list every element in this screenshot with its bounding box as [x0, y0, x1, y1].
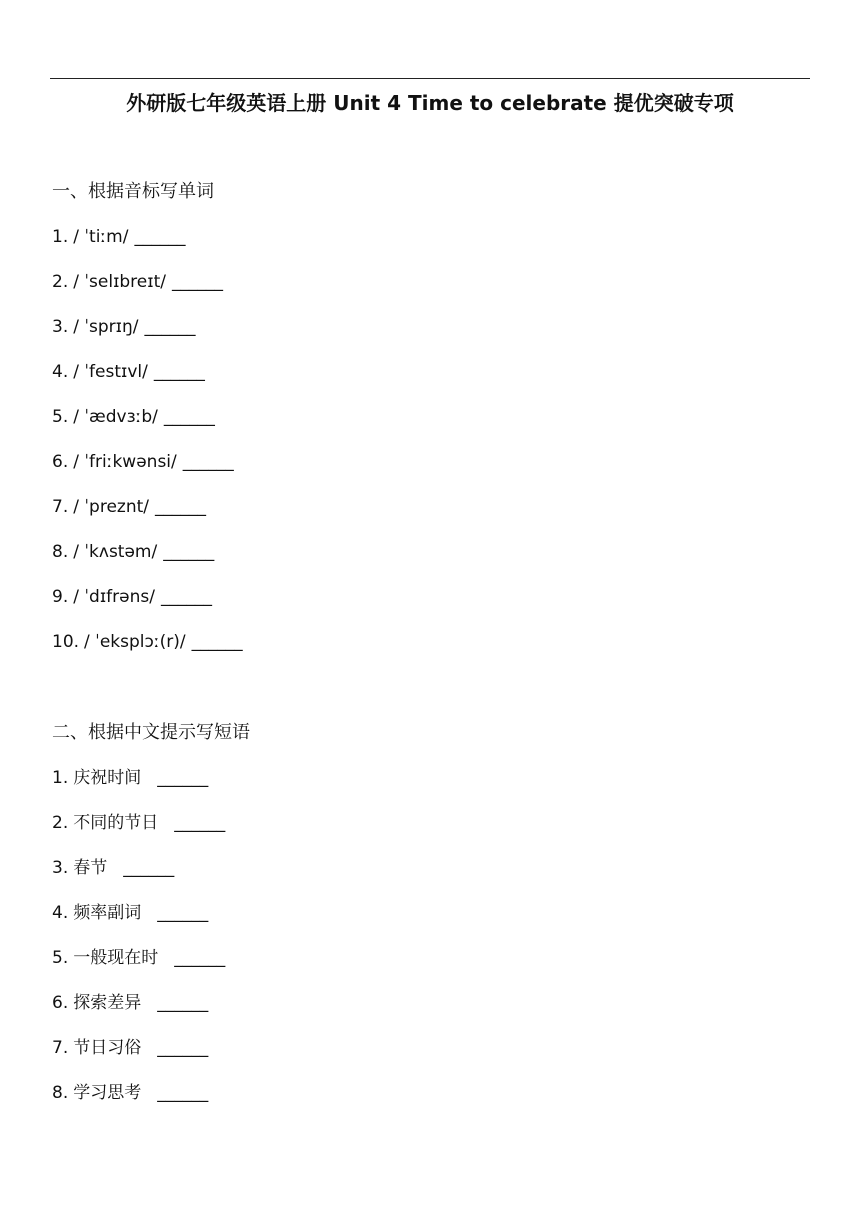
answer-blank: ______	[174, 948, 226, 968]
item-number: 9.	[52, 587, 69, 607]
phrase-item	[52, 766, 812, 790]
phonetic-text: / ˈselɪbreɪt/	[73, 272, 166, 292]
phrase-item	[52, 991, 812, 1015]
answer-blank: ______	[144, 317, 196, 337]
phonetic-text: / ˈfestɪvl/	[73, 362, 148, 382]
answer-blank: ______	[123, 858, 175, 878]
chinese-prompt: 频率副词	[73, 903, 142, 923]
phonetic-item	[52, 360, 812, 384]
item-number: 5.	[52, 948, 69, 968]
phonetic-text: / ˈkʌstəm/	[73, 542, 158, 562]
item-number: 8.	[52, 542, 69, 562]
item-number: 2.	[52, 813, 69, 833]
phonetic-item	[52, 270, 812, 294]
chinese-prompt: 春节	[73, 858, 108, 878]
phrase-item	[52, 811, 812, 835]
phonetic-text: / ˈeksplɔː(r)/	[84, 632, 186, 652]
phonetic-item	[52, 450, 812, 474]
chinese-prompt: 学习思考	[73, 1083, 142, 1103]
item-number: 8.	[52, 1083, 69, 1103]
phrase-item	[52, 946, 812, 970]
phonetic-item	[52, 540, 812, 564]
phonetic-text: / ˈsprɪŋ/	[73, 317, 139, 337]
item-number: 10.	[52, 632, 80, 652]
chinese-prompt: 不同的节日	[73, 813, 159, 833]
phonetic-text: / ˈtiːm/	[73, 227, 129, 247]
answer-blank: ______	[163, 407, 215, 427]
phonetic-text: / ˈfriːkwənsi/	[73, 452, 177, 472]
answer-blank: ______	[157, 768, 209, 788]
item-number: 4.	[52, 362, 69, 382]
phonetic-item	[52, 495, 812, 519]
section-heading: 二、根据中文提示写短语	[52, 722, 250, 743]
answer-blank: ______	[191, 632, 243, 652]
phonetic-item	[52, 405, 812, 429]
item-number: 6.	[52, 452, 69, 472]
section-phonetics	[52, 180, 812, 675]
phrase-item	[52, 901, 812, 925]
phrase-item	[52, 1081, 812, 1105]
item-number: 1.	[52, 768, 69, 788]
item-number: 7.	[52, 497, 69, 517]
answer-blank: ______	[155, 497, 206, 517]
phonetic-item	[52, 225, 812, 249]
header-rule	[50, 78, 810, 79]
item-number: 3.	[52, 858, 69, 878]
phonetic-text: / ˈpreznt/	[73, 497, 149, 517]
section-phrases	[52, 721, 812, 1126]
chinese-prompt: 一般现在时	[73, 948, 159, 968]
item-number: 3.	[52, 317, 69, 337]
item-number: 2.	[52, 272, 69, 292]
answer-blank: ______	[174, 813, 226, 833]
answer-blank: ______	[171, 272, 223, 292]
item-number: 4.	[52, 903, 69, 923]
phrase-item	[52, 856, 812, 880]
phonetic-text: / ˈædvɜːb/	[73, 407, 158, 427]
answer-blank: ______	[157, 1083, 209, 1103]
answer-blank: ______	[157, 993, 209, 1013]
phonetic-item	[52, 630, 812, 654]
phonetic-text: / ˈdɪfrəns/	[73, 587, 155, 607]
answer-blank: ______	[153, 362, 205, 382]
answer-blank: ______	[163, 542, 215, 562]
item-number: 7.	[52, 1038, 69, 1058]
phonetic-item	[52, 315, 812, 339]
phonetic-item	[52, 585, 812, 609]
answer-blank: ______	[157, 1038, 209, 1058]
chinese-prompt: 探索差异	[73, 993, 142, 1013]
item-number: 6.	[52, 993, 69, 1013]
answer-blank: ______	[157, 903, 209, 923]
section-heading: 一、根据音标写单词	[52, 181, 214, 202]
item-number: 1.	[52, 227, 69, 247]
answer-blank: ______	[134, 227, 186, 247]
chinese-prompt: 节日习俗	[73, 1038, 142, 1058]
page-title: 外研版七年级英语上册 Unit 4 Time to celebrate 提优突破专项	[126, 91, 734, 115]
phrase-item	[52, 1036, 812, 1060]
answer-blank: ______	[160, 587, 212, 607]
answer-blank: ______	[182, 452, 234, 472]
chinese-prompt: 庆祝时间	[73, 768, 142, 788]
item-number: 5.	[52, 407, 69, 427]
